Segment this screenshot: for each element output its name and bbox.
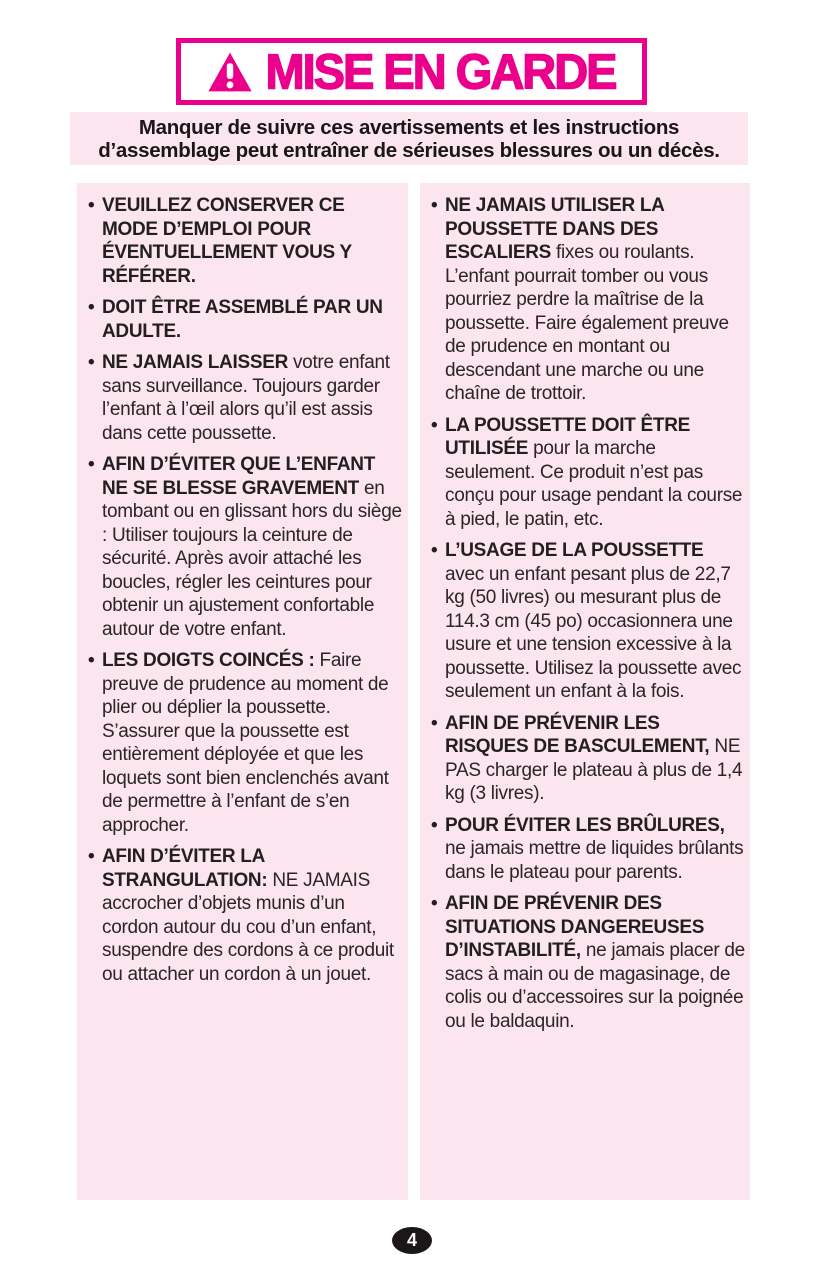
warning-item bbox=[420, 414, 746, 532]
warning-item-text: avec un enfant pesant plus de 22,7 kg (50 livres) ou mesurant plus de 114.3 cm (45 po) occasionnera une usure et une tension excessive à la poussette. Utilisez la poussette avec seulement un enfant à la fois. bbox=[445, 563, 742, 702]
warning-item-text: votre enfant sans surveillance. Toujours garder l’enfant à l’œil alors qu’il est assis dans cette poussette. bbox=[102, 352, 390, 444]
banner-line-1: Manquer de suivre ces avertissements et les instructions bbox=[138, 115, 680, 139]
warning-item-text: en tombant ou en glissant hors du siège : Utiliser toujours la ceinture de sécurité. Après avoir attaché les boucles, régler les ceintures pour obtenir un ajustement confortable autour de votre enfant. bbox=[102, 477, 402, 640]
warning-item-text: Faire preuve de prudence au moment de plier ou déplier la poussette. S’assurer que la poussette est entièrement déployée et que les loquets sont bien enclenchés avant de permettre à l’enfant de s’en approcher. bbox=[102, 650, 389, 836]
warning-item-bold: L’USAGE DE LA POUSSETTE bbox=[445, 540, 704, 561]
warning-item bbox=[77, 649, 404, 837]
warning-item-bold: AFIN DE PRÉVENIR LES RISQUES DE BASCULEMENT, bbox=[445, 712, 710, 757]
warning-list-right bbox=[420, 194, 746, 1033]
warning-item-bold: DOIT ÊTRE ASSEMBLÉ PAR UN ADULTE. bbox=[102, 297, 383, 342]
warning-item-text: fixes ou roulants. L’enfant pourrait tomber ou vous pourriez perdre la maîtrise de la poussette. Faire également preuve de prudence en montant ou descendant une marche ou une chaîne de trottoir. bbox=[445, 242, 729, 404]
warning-triangle-icon bbox=[207, 51, 253, 93]
warning-item-text: NE JAMAIS accrocher d’objets munis d’un cordon autour du cou d’un enfant, suspendre des cordons à ce produit ou attacher un cordon à un jouet. bbox=[102, 869, 394, 985]
warning-item-bold: AFIN D’ÉVITER QUE L’ENFANT NE SE BLESSE GRAVEMENT bbox=[102, 454, 375, 499]
warning-item-bold: NE JAMAIS LAISSER bbox=[102, 352, 288, 373]
page-title: MISE EN GARDE bbox=[265, 43, 616, 100]
page-number-badge bbox=[392, 1227, 432, 1254]
warnings-column-right bbox=[420, 183, 750, 1200]
banner-line-2: d’assemblage peut entraîner de sérieuses blessures ou un décès. bbox=[98, 138, 720, 162]
warning-item bbox=[77, 453, 404, 641]
warning-item-bold: POUR ÉVITER LES BRÛLURES, bbox=[445, 814, 725, 836]
warning-item bbox=[420, 194, 746, 406]
warning-item-bold: AFIN D’ÉVITER LA STRANGULATION: bbox=[102, 846, 268, 891]
warning-item-text: ne jamais placer de sacs à main ou de magasinage, de colis ou d’accessoires sur la poignée ou le baldaquin. bbox=[445, 940, 745, 1032]
warning-item bbox=[420, 539, 746, 704]
warning-item bbox=[77, 845, 404, 986]
warning-item-bold: VEUILLEZ CONSERVER CE MODE D’EMPLOI POUR ÉVENTUELLEMENT VOUS Y RÉFÉRER. bbox=[102, 195, 352, 287]
warning-item bbox=[420, 712, 746, 806]
warning-banner bbox=[70, 112, 748, 165]
warning-item-bold: LA POUSSETTE DOIT ÊTRE UTILISÉE bbox=[445, 414, 690, 459]
warning-item-bold: AFIN DE PRÉVENIR DES SITUATIONS DANGEREUSES D’INSTABILITÉ, bbox=[445, 893, 705, 961]
warning-item bbox=[77, 296, 404, 343]
warnings-column-left bbox=[77, 183, 408, 1200]
warning-item bbox=[77, 194, 404, 288]
page-number: 4 bbox=[406, 1230, 417, 1250]
warning-item-text: ne jamais mettre de liquides brûlants dans le plateau pour parents. bbox=[445, 838, 744, 883]
warning-item-bold: NE JAMAIS UTILISER LA POUSSETTE DANS DES ESCALIERS bbox=[445, 195, 664, 263]
warning-item-text: NE PAS charger le plateau à plus de 1,4 kg (3 livres). bbox=[445, 736, 743, 804]
warning-item-text: pour la marche seulement. Ce produit n’est pas conçu pour usage pendant la course à pied, le patin, etc. bbox=[445, 438, 743, 530]
warning-item-bold: LES DOIGTS COINCÉS : bbox=[102, 650, 315, 671]
warning-item bbox=[420, 814, 746, 885]
warning-item bbox=[420, 892, 746, 1033]
warning-item bbox=[77, 351, 404, 445]
warning-list-left bbox=[77, 194, 404, 986]
warning-title-box bbox=[176, 38, 647, 105]
